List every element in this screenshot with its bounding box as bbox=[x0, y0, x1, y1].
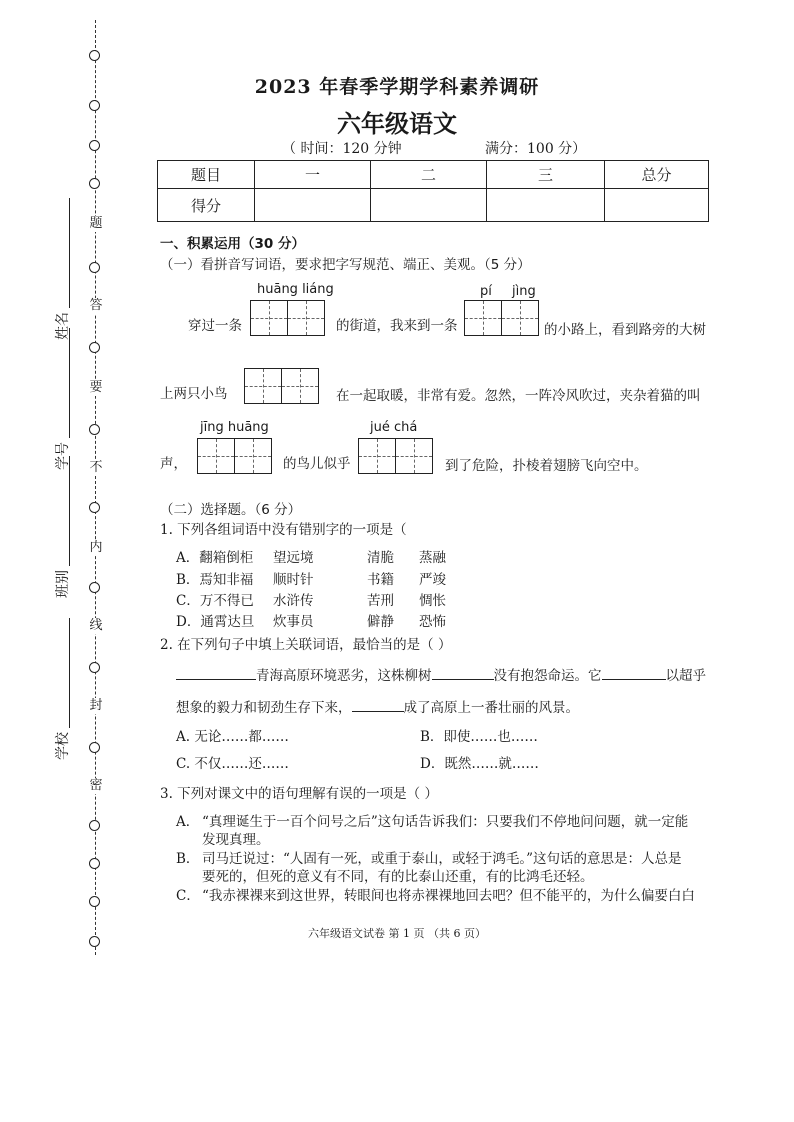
fill-blank[interactable] bbox=[432, 665, 494, 680]
binding-char: 答 bbox=[87, 298, 105, 314]
binding-char: 不 bbox=[87, 460, 105, 476]
sentence-text: 的小路上，看到路旁的大树 bbox=[544, 322, 706, 338]
class-blank[interactable] bbox=[55, 456, 70, 566]
name-blank[interactable] bbox=[55, 198, 70, 308]
sentence-text: 以超乎 bbox=[665, 668, 706, 684]
score-table-cell: 二 bbox=[371, 161, 487, 189]
option-word: C．万不得已 bbox=[176, 593, 254, 609]
fill-blank-sentence bbox=[176, 696, 579, 716]
score-table-cell: 总分 bbox=[605, 161, 709, 189]
exam-subject: 六年级语文 bbox=[337, 110, 457, 138]
writing-cell[interactable] bbox=[396, 439, 432, 473]
writing-cell[interactable] bbox=[282, 369, 318, 403]
option-word: 望远境 bbox=[273, 550, 314, 566]
sentence-text: 青海高原环境恶劣，这株柳树 bbox=[256, 668, 432, 684]
school-blank[interactable] bbox=[55, 618, 70, 728]
writing-cell[interactable] bbox=[235, 439, 271, 473]
page-footer: 六年级语文试卷 第 1 页 （共 6 页） bbox=[308, 927, 486, 940]
school-label: 学校 bbox=[55, 732, 71, 760]
question-stem: 3. 下列对课文中的语句理解有误的一项是（ ） bbox=[160, 786, 438, 802]
q1-option-a[interactable] bbox=[176, 546, 446, 566]
score-table-cell: 得分 bbox=[158, 189, 255, 222]
binding-hole-icon bbox=[89, 742, 100, 753]
option-word: 书籍 bbox=[367, 572, 394, 588]
binding-hole-icon bbox=[89, 820, 100, 831]
option-word: 顺时针 bbox=[273, 572, 314, 588]
score-table-header-row bbox=[158, 161, 709, 189]
part-heading: （一）看拼音写词语，要求把字写规范、端正、美观。（5 分） bbox=[160, 257, 531, 273]
option-word: D．通霄达旦 bbox=[176, 614, 255, 630]
option-word: 惆怅 bbox=[419, 593, 446, 609]
q1-option-d[interactable] bbox=[176, 610, 446, 630]
student-number-blank[interactable] bbox=[55, 328, 70, 438]
binding-hole-icon bbox=[89, 582, 100, 593]
binding-hole-icon bbox=[89, 502, 100, 513]
section-heading: 一、积累运用（30 分） bbox=[160, 236, 305, 252]
pinyin-label: huāng liáng bbox=[257, 282, 334, 297]
school-field[interactable] bbox=[52, 618, 72, 760]
score-table bbox=[157, 160, 709, 222]
q2-option-c[interactable]: C. 不仅……还…… bbox=[176, 756, 289, 772]
option-word: 蒸融 bbox=[419, 550, 446, 566]
fill-blank-sentence bbox=[176, 664, 706, 684]
option-word: 僻静 bbox=[367, 614, 394, 630]
q3-option-a-letter[interactable]: A． bbox=[176, 814, 200, 830]
q3-option-b-text: 要死的，但死的意义有不同，有的比泰山还重，有的比鸿毛还轻。 bbox=[202, 869, 594, 885]
pinyin-label: jìng bbox=[512, 284, 536, 299]
binding-char: 题 bbox=[87, 216, 105, 232]
binding-char: 要 bbox=[87, 380, 105, 396]
exam-time: （ 时间：120 分钟 bbox=[282, 141, 402, 157]
option-word: 恐怖 bbox=[419, 614, 446, 630]
q2-option-b[interactable]: B．即使……也…… bbox=[420, 729, 538, 745]
writing-grid[interactable] bbox=[244, 368, 319, 404]
pinyin-label: pí bbox=[480, 284, 492, 299]
writing-cell[interactable] bbox=[359, 439, 396, 473]
sentence-text: 没有抱怨命运。它 bbox=[493, 668, 602, 684]
option-word: A．翻箱倒柜 bbox=[176, 550, 254, 566]
exam-title: 2023 年春季学期学科素养调研 bbox=[254, 76, 540, 98]
sentence-text: 成了高原上一番壮丽的风景。 bbox=[403, 700, 579, 716]
writing-grid[interactable] bbox=[464, 300, 539, 336]
writing-grid[interactable] bbox=[358, 438, 433, 474]
score-input-cell[interactable] bbox=[371, 189, 487, 222]
exam-full-score: 满分：100 分） bbox=[485, 141, 587, 157]
option-word: 炊事员 bbox=[273, 614, 314, 630]
sentence-text: 穿过一条 bbox=[188, 318, 242, 334]
writing-grid[interactable] bbox=[197, 438, 272, 474]
q1-option-b[interactable] bbox=[176, 568, 446, 588]
q3-option-a-text: “真理诞生于一百个问号之后”这句话告诉我们：只要我们不停地问问题，就一定能 bbox=[202, 814, 689, 830]
binding-hole-icon bbox=[89, 140, 100, 151]
student-number-label: 学号 bbox=[55, 442, 71, 470]
option-word: 苦刑 bbox=[367, 593, 394, 609]
binding-hole-icon bbox=[89, 858, 100, 869]
q3-option-a-text: 发现真理。 bbox=[202, 832, 270, 848]
binding-hole-icon bbox=[89, 662, 100, 673]
score-input-cell[interactable] bbox=[605, 189, 709, 222]
binding-hole-icon bbox=[89, 342, 100, 353]
option-word: B．焉知非福 bbox=[176, 572, 254, 588]
binding-hole-icon bbox=[89, 896, 100, 907]
writing-cell[interactable] bbox=[245, 369, 282, 403]
sentence-text: 在一起取暖，非常有爱。忽然，一阵冷风吹过，夹杂着猫的叫 bbox=[336, 388, 701, 404]
part-heading: （二）选择题。（6 分） bbox=[160, 502, 302, 518]
q3-option-b-letter[interactable]: B． bbox=[176, 851, 200, 867]
name-label: 姓名 bbox=[55, 312, 71, 340]
binding-hole-icon bbox=[89, 424, 100, 435]
score-table-cell: 三 bbox=[487, 161, 605, 189]
binding-char: 线 bbox=[87, 618, 105, 634]
q3-option-c-letter[interactable]: C． bbox=[176, 888, 200, 904]
score-input-cell[interactable] bbox=[255, 189, 371, 222]
score-table-score-row bbox=[158, 189, 709, 222]
class-label: 班别 bbox=[55, 570, 71, 598]
pinyin-label: jué chá bbox=[370, 420, 418, 435]
fill-blank[interactable] bbox=[176, 665, 256, 680]
class-field[interactable] bbox=[52, 456, 72, 598]
question-stem: 2. 在下列句子中填上关联词语，最恰当的是（ ） bbox=[160, 637, 452, 653]
sentence-text: 声， bbox=[160, 456, 187, 472]
pinyin-label: jīng huāng bbox=[200, 420, 269, 435]
option-word: 严竣 bbox=[419, 572, 446, 588]
option-word: 水浒传 bbox=[273, 593, 314, 609]
sentence-text: 想象的毅力和韧劲生存下来， bbox=[176, 700, 352, 716]
q2-option-a[interactable]: A. 无论……都…… bbox=[176, 729, 289, 745]
sentence-text: 的街道，我来到一条 bbox=[336, 318, 458, 334]
sentence-text: 的鸟儿似乎 bbox=[283, 456, 351, 472]
binding-hole-icon bbox=[89, 50, 100, 61]
q1-option-c[interactable] bbox=[176, 589, 446, 609]
score-table-cell: 一 bbox=[255, 161, 371, 189]
binding-hole-icon bbox=[89, 178, 100, 189]
fill-blank[interactable] bbox=[602, 665, 666, 680]
sentence-text: 到了危险，扑棱着翅膀飞向空中。 bbox=[445, 458, 648, 474]
writing-cell[interactable] bbox=[465, 301, 502, 335]
q3-option-c-text: “我赤裸裸来到这世界，转眼间也将赤裸裸地回去吧？但不能平的，为什么偏要白白 bbox=[202, 888, 695, 904]
q2-option-d[interactable]: D．既然……就…… bbox=[420, 756, 539, 772]
question-stem: 1. 下列各组词语中没有错别字的一项是（ bbox=[160, 522, 407, 538]
writing-grid[interactable] bbox=[250, 300, 325, 336]
score-input-cell[interactable] bbox=[487, 189, 605, 222]
score-table-cell: 题目 bbox=[158, 161, 255, 189]
binding-char: 内 bbox=[87, 540, 105, 556]
q3-option-b-text: 司马迁说过：“人固有一死，或重于泰山，或轻于鸿毛。”这句话的意思是：人总是 bbox=[202, 851, 682, 867]
binding-hole-icon bbox=[89, 262, 100, 273]
fill-blank[interactable] bbox=[352, 697, 404, 712]
option-word: 清脆 bbox=[367, 550, 394, 566]
writing-cell[interactable] bbox=[502, 301, 538, 335]
writing-cell[interactable] bbox=[198, 439, 235, 473]
student-number-field[interactable] bbox=[52, 328, 72, 470]
binding-char: 封 bbox=[87, 698, 105, 714]
writing-cell[interactable] bbox=[251, 301, 288, 335]
name-field[interactable] bbox=[52, 198, 72, 340]
binding-char: 密 bbox=[87, 778, 105, 794]
binding-dashed-line bbox=[95, 20, 96, 955]
sentence-text: 上两只小鸟 bbox=[160, 386, 228, 402]
writing-cell[interactable] bbox=[288, 301, 324, 335]
